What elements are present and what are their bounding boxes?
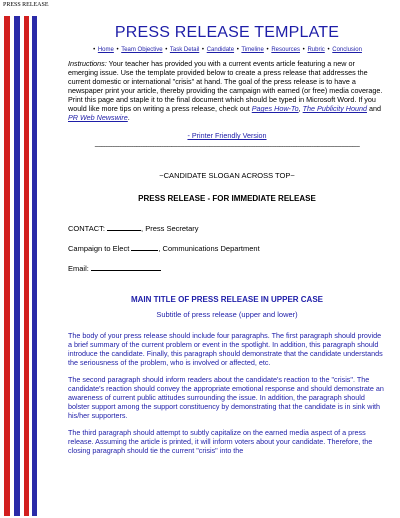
tilde-divider: ~~~~~~~~~~~~~~~~~~~~~~~~~~~~~~~~~~~~~~~~~~~~~~~~~~~~~~~~~~~~~~~~~~~~~~~~~~~~ <box>94 144 360 151</box>
email-blank <box>91 263 161 271</box>
top-navigation <box>68 47 386 53</box>
printer-friendly-link[interactable]: - Printer Friendly Version <box>187 131 267 140</box>
campaign-label: Campaign to Elect <box>68 244 132 253</box>
body-paragraph-2: The second paragraph should inform readers about the candidate's reaction to the "crisis". The candidate's reaction should convey the appropriate emotional response and should demonstrate an awareness of current public attitudes surrounding the issue. In addition, the paragraph should bolster support among the support constituency by demonstrating that the candidate is in sink with his/her supporters. <box>68 375 384 420</box>
instructions-paragraph <box>68 59 386 122</box>
candidate-slogan: ~CANDIDATE SLOGAN ACROSS TOP~ <box>159 171 295 180</box>
campaign-line <box>68 243 386 253</box>
link-pages-how-to[interactable]: Pages How-To <box>251 104 299 113</box>
contact-suffix: , Press Secretary <box>141 224 199 233</box>
nav-link-task-detail[interactable]: Task Detail <box>169 47 200 53</box>
bullet-icon: • <box>302 47 305 53</box>
bullet-icon: • <box>266 47 269 53</box>
contact-line <box>68 223 386 233</box>
bullet-icon: • <box>201 47 205 53</box>
campaign-suffix: , Communications Department <box>158 244 260 253</box>
bullet-icon: • <box>116 47 119 53</box>
page-title: PRESS RELEASE TEMPLATE <box>114 24 340 41</box>
nav-link-resources[interactable]: Resources <box>271 47 300 53</box>
printer-friendly-row <box>68 131 386 140</box>
body-paragraph-1: The body of your press release should include four paragraphs. The first paragraph should provide a brief summary of the current problem or event in the spotlight. In addition, this paragraph should introduce the candidate. Finally, this paragraph should demonstrate that the candidate understands the seriousness of the problem, who is involved or affected, etc. <box>68 331 383 367</box>
contact-blank <box>107 223 141 231</box>
email-line <box>68 263 386 273</box>
bullet-icon: • <box>93 47 96 53</box>
nav-link-home[interactable]: Home <box>97 47 114 53</box>
decorative-stripe-blue <box>32 16 37 516</box>
link-pr-web-newswire[interactable]: PR Web Newswire <box>68 113 128 122</box>
instructions-lead: Instructions: <box>68 59 107 68</box>
bullet-icon: • <box>236 47 239 53</box>
link-publicity-hound[interactable]: The Publicity Hound <box>302 104 367 113</box>
separator-text: , <box>298 104 303 113</box>
nav-link-timeline[interactable]: Timeline <box>241 47 264 53</box>
page-content <box>68 24 386 455</box>
instructions-body: Your teacher has provided you with a current events article featuring a new or emerging issue. Use the template provided below to create a press release that addresses the current domestic or international "crisis" at hand. The goal of the press release is to have a newspaper print your article, thereby providing the campaign with earned (or free) media coverage. Print this page and staple it to the final document which should be typed in Microsoft Word. If you would like more tips on writing a press release, check out <box>68 59 383 113</box>
release-heading: PRESS RELEASE - FOR IMMEDIATE RELEASE <box>138 194 316 203</box>
sentence-end: . <box>127 113 130 122</box>
bullet-icon: • <box>165 47 168 53</box>
separator-text: and <box>366 104 381 113</box>
nav-link-team-objective[interactable]: Team Objective <box>121 47 163 53</box>
subtitle-placeholder: Subtitle of press release (upper and lower) <box>156 310 298 319</box>
nav-link-candidate[interactable]: Candidate <box>206 47 235 53</box>
body-paragraph-3: The third paragraph should attempt to subtly capitalize on the earned media aspect of a press release. Assuming the article is printed, it will inform voters about your candidate. Therefore, the closing paragraph should tie the current "crisis" into the <box>68 428 373 455</box>
main-title-placeholder: MAIN TITLE OF PRESS RELEASE IN UPPER CASE <box>130 295 324 304</box>
bullet-icon: • <box>327 47 330 53</box>
campaign-blank <box>131 243 158 251</box>
nav-link-rubric[interactable]: Rubric <box>307 47 325 53</box>
nav-link-conclusion[interactable]: Conclusion <box>332 47 362 53</box>
email-label: Email: <box>68 264 91 273</box>
corner-page-label: PRESS RELEASE <box>3 2 49 8</box>
contact-label: CONTACT: <box>68 224 108 233</box>
